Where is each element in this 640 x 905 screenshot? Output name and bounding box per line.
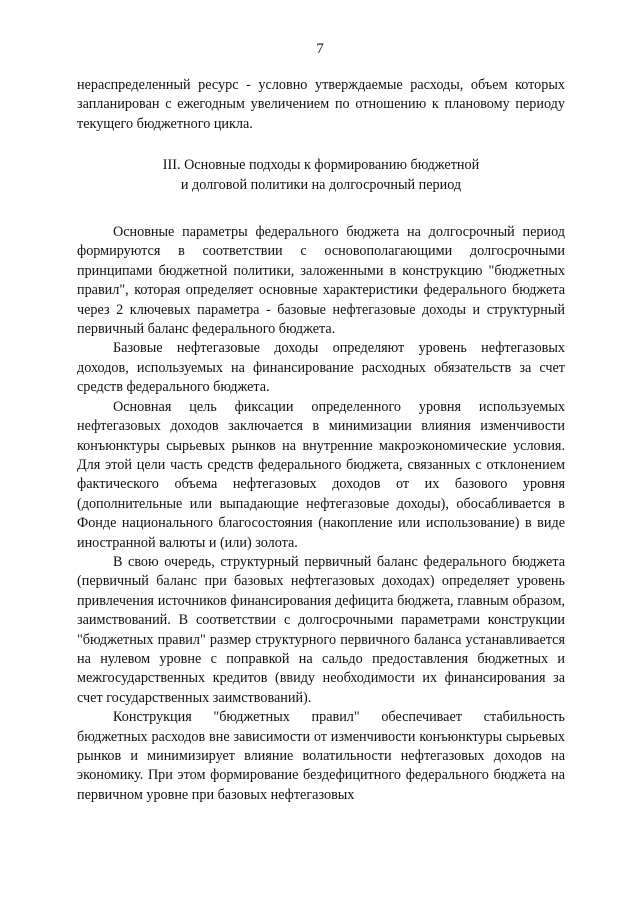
- section-heading-line-1: III. Основные подходы к формированию бюджетной: [162, 157, 480, 174]
- paragraph: В свою очередь, структурный первичный баланс федерального бюджета (первичный баланс при базовых нефтегазовых доходах) определяет уровень привлечения источников финансирования дефицита бюджета, главным образом, заимствований. В соответствии с долгосрочными параметрами конструкции "бюджетных правил" размер структурного первичного баланса устанавливается на нулевом уровне с поправкой на сальдо предоставления бюджетных и межгосударственных кредитов (ввиду необходимости их финансирования за счет государственных заимствований).: [77, 553, 565, 706]
- section-heading-line-2: и долговой политики на долгосрочный период: [180, 176, 462, 193]
- paragraph: Базовые нефтегазовые доходы определяют уровень нефтегазовых доходов, используемых на финансирование расходных обязательств за счет средств федерального бюджета.: [77, 340, 565, 396]
- paragraph: Конструкция "бюджетных правил" обеспечивает стабильность бюджетных расходов вне зависимости от изменчивости конъюнктуры сырьевых рынков и минимизирует влияние волатильности нефтегазовых доходов на экономику. При этом формирование бездефицитного федерального бюджета на первичном уровне при базовых нефтегазовых: [77, 709, 565, 803]
- page-number: 7: [316, 41, 324, 57]
- document-body: [77, 76, 565, 805]
- intro-paragraph: нераспределенный ресурс - условно утверждаемые расходы, объем которых запланирован с ежегодным увеличением по отношению к плановому периоду текущего бюджетного цикла.: [77, 77, 565, 132]
- section-heading: [77, 156, 565, 195]
- paragraph: Основная цель фиксации определенного уровня используемых нефтегазовых доходов заключается в минимизации влияния изменчивости конъюнктуры сырьевых рынков на внутренние макроэкономические условия. Для этой цели часть средств федерального бюджета, связанных с отклонением фактического объема нефтегазовых доходов от их базового уровня (дополнительные или выпадающие нефтегазовые доходы), обосабливается в Фонде национального благосостояния (накопление или использование) в виде иностранной валюты и (или) золота.: [77, 398, 565, 551]
- paragraph: Основные параметры федерального бюджета на долгосрочный период формируются в соответствии с основополагающими долгосрочными принципами бюджетной политики, заложенными в конструкцию "бюджетных правил", которая определяет основные характеристики федерального бюджета через 2 ключевых параметра - базовые нефтегазовые доходы и структурный первичный баланс федерального бюджета.: [77, 224, 565, 338]
